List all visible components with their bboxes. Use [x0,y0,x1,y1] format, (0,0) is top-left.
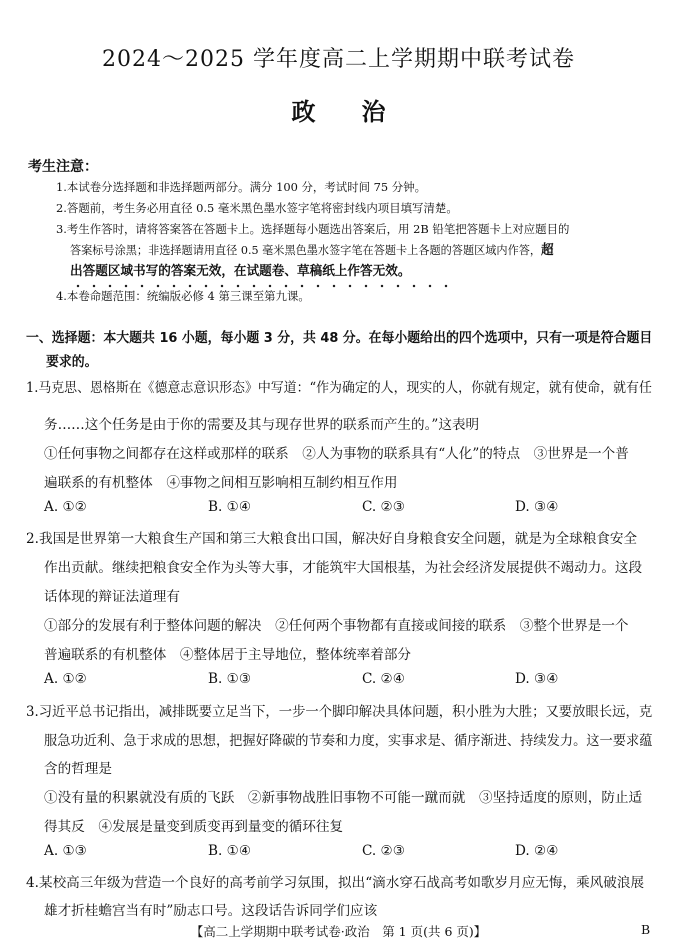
question-3-option-d: D. ②④ [515,843,559,859]
question-1-line-4: 遍联系的有机整体 ④事物之间相互影响相互制约相互作用 [44,475,398,491]
question-3-line-1: 3.习近平总书记指出，减排既要立足当下，一步一个脚印解决具体问题，积小胜为大胜；又要放眼长远，克 [26,704,653,720]
notice-item-2: 2.答题前，考生务必用直径 0.5 毫米黑色墨水签字笔将密封线内项目填写清楚。 [56,201,458,215]
question-2-line-1: 2.我国是世界第一大粮食生产国和第三大粮食出口国，解决好自身粮食安全问题，就是为全球粮食安全 [26,531,638,547]
question-3-option-b: B. ①④ [208,843,252,859]
question-2-option-d: D. ③④ [515,671,559,687]
notice-item-4: 4.本卷命题范围：统编版必修 4 第三课至第九课。 [56,289,310,303]
notice-item-3: 3.考生作答时，请将答案答在答题卡上。选择题每小题选出答案后，用 2B 铅笔把答题卡上对应题目的 [56,222,570,236]
question-2-line-3: 话体现的辩证法道理有 [44,589,180,605]
question-1-option-b: B. ①④ [208,499,252,515]
question-1-option-a: A. ①② [44,499,87,515]
subject-title: 政治 [291,97,432,126]
notice-item-3-bold: 出答题区域书写的答案无效，在试题卷、草稿纸上作答无效。 [70,264,411,279]
question-1-option-c: C. ②③ [362,499,405,515]
exam-title: 2024～2025 学年度高二上学期期中联考试卷 [102,47,575,72]
question-2-option-b: B. ①③ [208,671,252,687]
question-2-line-5: 普遍联系的有机整体 ④整体居于主导地位，整体统率着部分 [44,647,412,663]
question-2-option-a: A. ①② [44,671,87,687]
question-1-line-3: ①任何事物之间都存在这样或那样的联系 ②人为事物的联系具有“人化”的特点 ③世界是一个普 [44,446,629,462]
question-4-line-1: 4.某校高三年级为营造一个良好的高考前学习氛围，拟出“滴水穿石战高考如歌岁月应无悔，乘风破浪展 [26,875,645,891]
question-2-line-2: 作出贡献。继续把粮食安全作为头等大事，才能筑牢大国根基，为社会经济发展提供不竭动力。这段 [44,560,643,576]
notice-item-3-bold-start: 超 [541,243,554,258]
question-3-option-a: A. ①③ [44,843,87,859]
notice-item-3-cont [70,240,652,261]
question-3-line-5: 得其反 ④发展是量变到质变再到量变的循环往复 [44,819,344,835]
section-heading: 一、选择题：本大题共 16 小题，每小题 3 分，共 48 分。在每小题给出的四个选项中，只有一项是符合题目 [26,331,653,346]
section-heading-cont: 要求的。 [46,355,98,370]
question-4-line-2: 雄才折桂蟾宫当有时”励志口号。这段话告诉同学们应该 [44,903,378,919]
question-3-line-3: 含的哲理是 [44,761,112,777]
question-3-option-c: C. ②③ [362,843,405,859]
notice-item-3-cont-text: 答案标号涂黑；非选择题请用直径 0.5 毫米黑色墨水签字笔在答题卡上各题的答题区域内作答， [70,243,542,257]
question-1-line-2: 务……这个任务是由于你的需要及其与现存世界的联系而产生的。”这表明 [44,417,480,433]
question-3-line-2: 服急功近利、急于求成的思想，把握好降碳的节奏和力度，实事求是、循序渐进、持续发力。这一要求蕴 [44,733,653,749]
question-1-line-1: 1.马克思、恩格斯在《德意志意识形态》中写道：“作为确定的人，现实的人，你就有规定，就有使命，就有任 [26,380,652,396]
question-2-line-4: ①部分的发展有利于整体问题的解决 ②任何两个事物都有直接或间接的联系 ③整个世界是一个 [44,618,629,634]
question-3-line-4: ①没有量的积累就没有质的飞跃 ②新事物战胜旧事物不可能一蹴而就 ③坚持适度的原则，防止适 [44,790,643,806]
version-label: B [641,922,651,937]
notice-heading: 考生注意： [28,159,98,175]
notice-item-1: 1.本试卷分选择题和非选择题两部分。满分 100 分，考试时间 75 分钟。 [56,180,427,194]
page-footer: 【高二上学期期中联考试卷·政治 第 1 页(共 6 页)】 [190,924,487,939]
question-2-option-c: C. ②④ [362,671,405,687]
question-1-option-d: D. ③④ [515,499,559,515]
